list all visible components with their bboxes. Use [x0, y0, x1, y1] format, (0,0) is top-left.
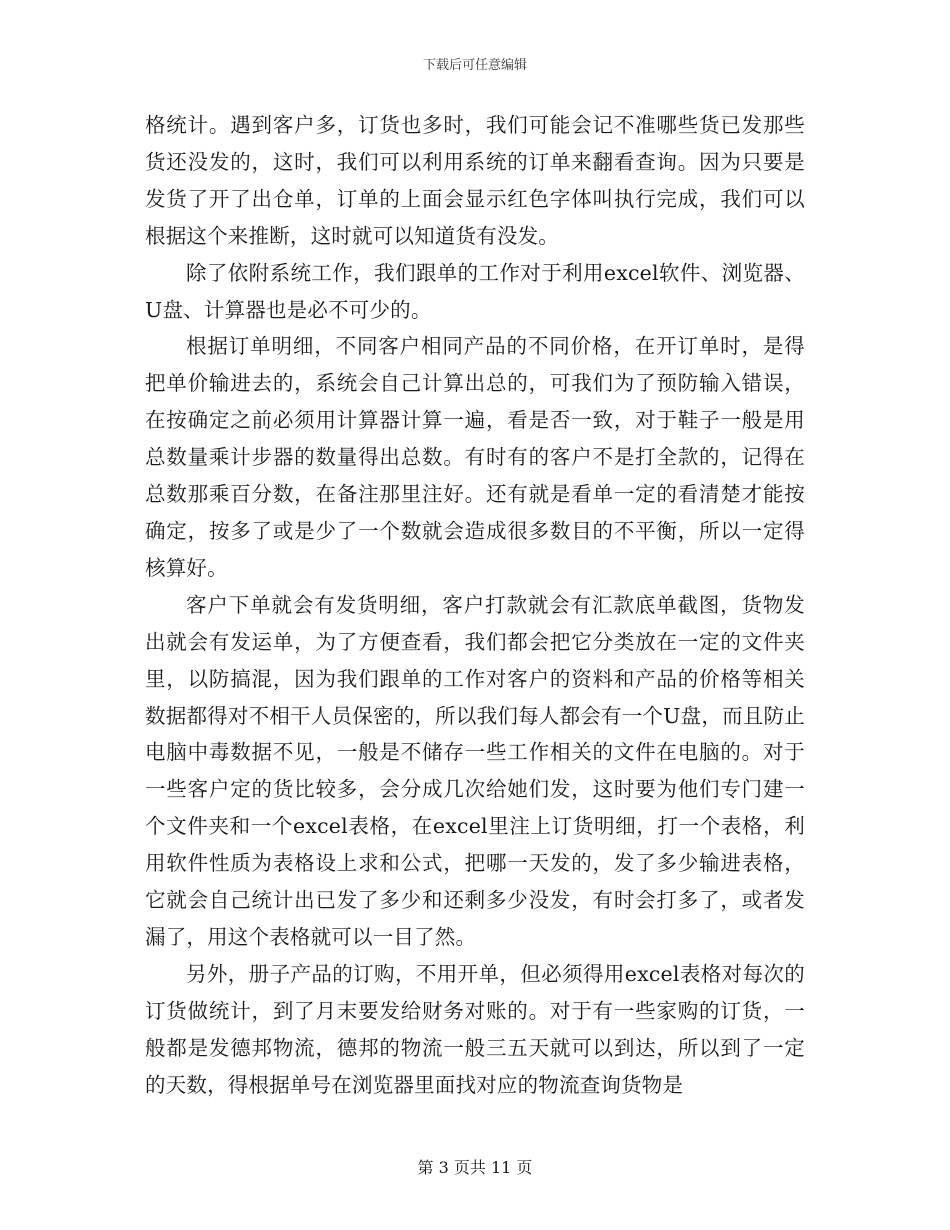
paragraph-5: 另外，册子产品的订购，不用开单，但必须得用excel表格对每次的订货做统计，到了月末要发给财务对账的。对于有一些家购的订货，一般都是发德邦物流，德邦的物流一般三五天就可以到达，所以到了一定的天数，得根据单号在浏览器里面找对应的物流查询货物是 — [145, 961, 805, 1097]
paragraph-3: 根据订单明细，不同客户相同产品的不同价格，在开订单时，是得把单价输进去的，系统会自己计算出总的，可我们为了预防输入错误，在按确定之前必须用计算器计算一遍，看是否一致，对于鞋子一般是用总数量乘计步器的数量得出总数。有时有的客户不是打全款的，记得在总数那乘百分数，在备注那里注好。还有就是看单一定的看清楚才能按确定，按多了或是少了一个数就会造成很多数目的不平衡，所以一定得核算好。 — [145, 334, 805, 580]
page-footer: 第 3 页共 11 页 — [417, 1158, 533, 1177]
paragraph-4: 客户下单就会有发货明细，客户打款就会有汇款底单截图，货物发出就会有发运单，为了方便查看，我们都会把它分类放在一定的文件夹里，以防搞混，因为我们跟单的工作对客户的资料和产品的价格等相关数据都得对不相干人员保密的，所以我们每人都会有一个U盘，而且防止电脑中毒数据不见，一般是不储存一些工作相关的文件在电脑的。对于一些客户定的货比较多，会分成几次给她们发，这时要为他们专门建一个文件夹和一个excel表格，在excel里注上订货明细，打一个表格，利用软件性质为表格设上求和公式，把哪一天发的，发了多少输进表格，它就会自己统计出已发了多少和还剩多少没发，有时会打多了，或者发漏了，用这个表格就可以一目了然。 — [145, 592, 805, 949]
page-header: 下载后可任意编辑 — [422, 58, 527, 73]
paragraph-2: 除了依附系统工作，我们跟单的工作对于利用excel软件、浏览器、U盘、计算器也是必不可少的。 — [145, 260, 805, 322]
paragraph-1: 格统计。遇到客户多，订货也多时，我们可能会记不准哪些货已发那些货还没发的，这时，我们可以利用系统的订单来翻看查询。因为只要是发货了开了出仓单，订单的上面会显示红色字体叫执行完成，我们可以根据这个来推断，这时就可以知道货有没发。 — [145, 113, 805, 248]
body-text — [145, 107, 805, 1103]
